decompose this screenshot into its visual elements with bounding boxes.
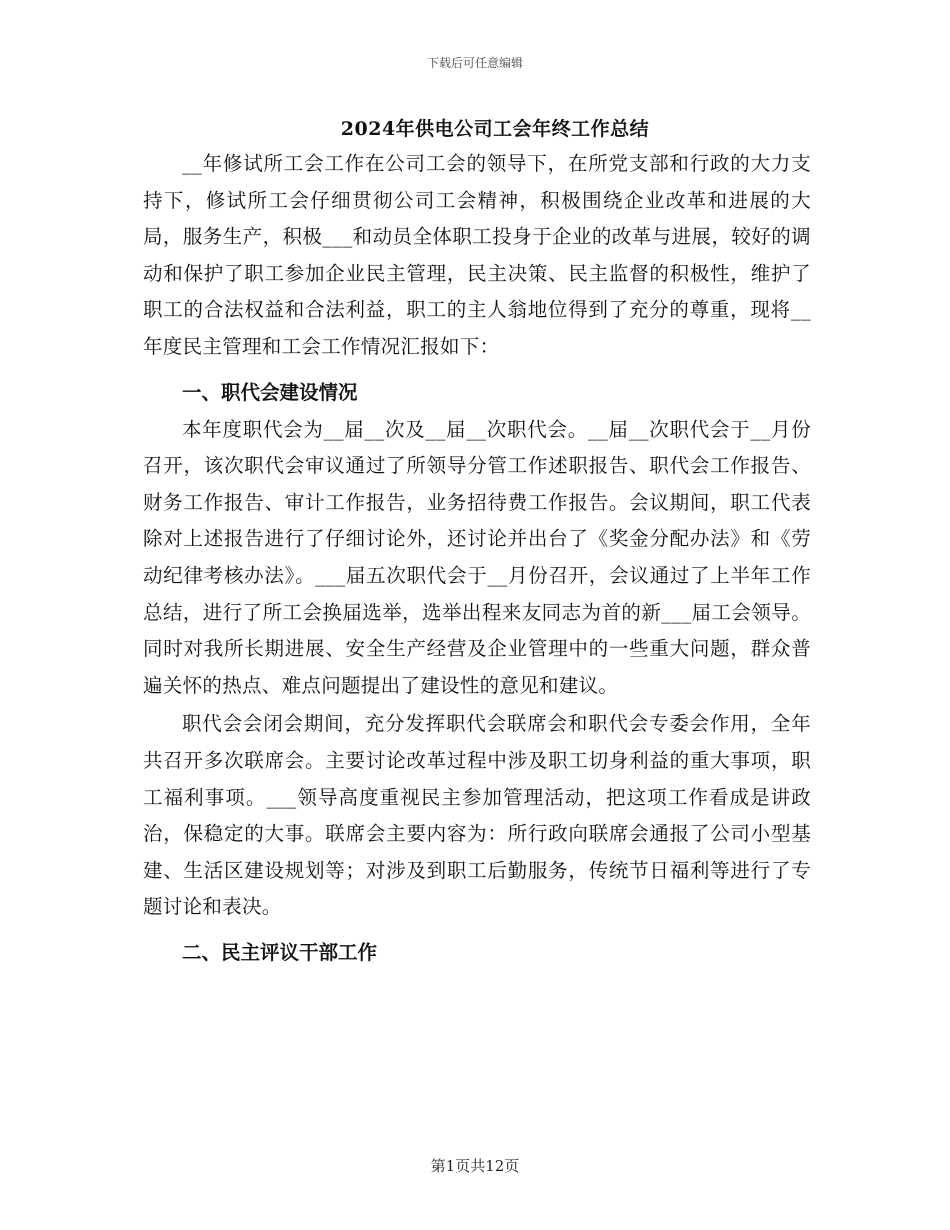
document-title: 2024年供电公司工会年终工作总结 [340,118,650,140]
section-heading-2: 二、民主评议干部工作 [182,940,378,964]
page-number: 第1页共12页 [430,1157,520,1175]
section-heading-1: 一、职代会建设情况 [182,380,358,404]
download-note: 下载后可任意编辑 [426,56,523,70]
section1-paragraph-1: 本年度职代会为__届__次及__届__次职代会。__届__次职代会于__月份召开，该次职代会审议通过了所领导分管工作述职报告、职代会工作报告、财务工作报告、审计工作报告，业务招待费工作报告。会议期间，职工代表除对上述报告进行了仔细讨论外，还讨论并出台了《奖金分配办法》和《劳动纪律考核办法》。___届五次职代会于__月份召开，会议通过了上半年工作总结，进行了所工会换届选举，选举出程来友同志为首的新___届工会领导。同时对我所长期进展、安全生产经营及企业管理中的一些重大问题，群众普遍关怀的热点、难点问题提出了建设性的意见和建议。 [143,417,811,697]
document-body [143,146,811,972]
intro-paragraph: __年修试所工会工作在公司工会的领导下，在所党支部和行政的大力支持下，修试所工会仔细贯彻公司工会精神，积极围绕企业改革和进展的大局，服务生产，积极___和动员全体职工投身于企业的改革与进展，较好的调动和保护了职工参加企业民主管理，民主决策、民主监督的积极性，维护了职工的合法权益和合法利益，职工的主人翁地位得到了充分的尊重，现将__年度民主管理和工会工作情况汇报如下： [143,152,811,358]
section1-paragraph-2: 职代会会闭会期间，充分发挥职代会联席会和职代会专委会作用，全年共召开多次联席会。主要讨论改革过程中涉及职工切身利益的重大事项，职工福利事项。___领导高度重视民主参加管理活动，把这项工作看成是讲政治，保稳定的大事。联席会主要内容为：所行政向联席会通报了公司小型基建、生活区建设规划等；对涉及到职工后勤服务，传统节日福利等进行了专题讨论和表决。 [143,712,811,919]
